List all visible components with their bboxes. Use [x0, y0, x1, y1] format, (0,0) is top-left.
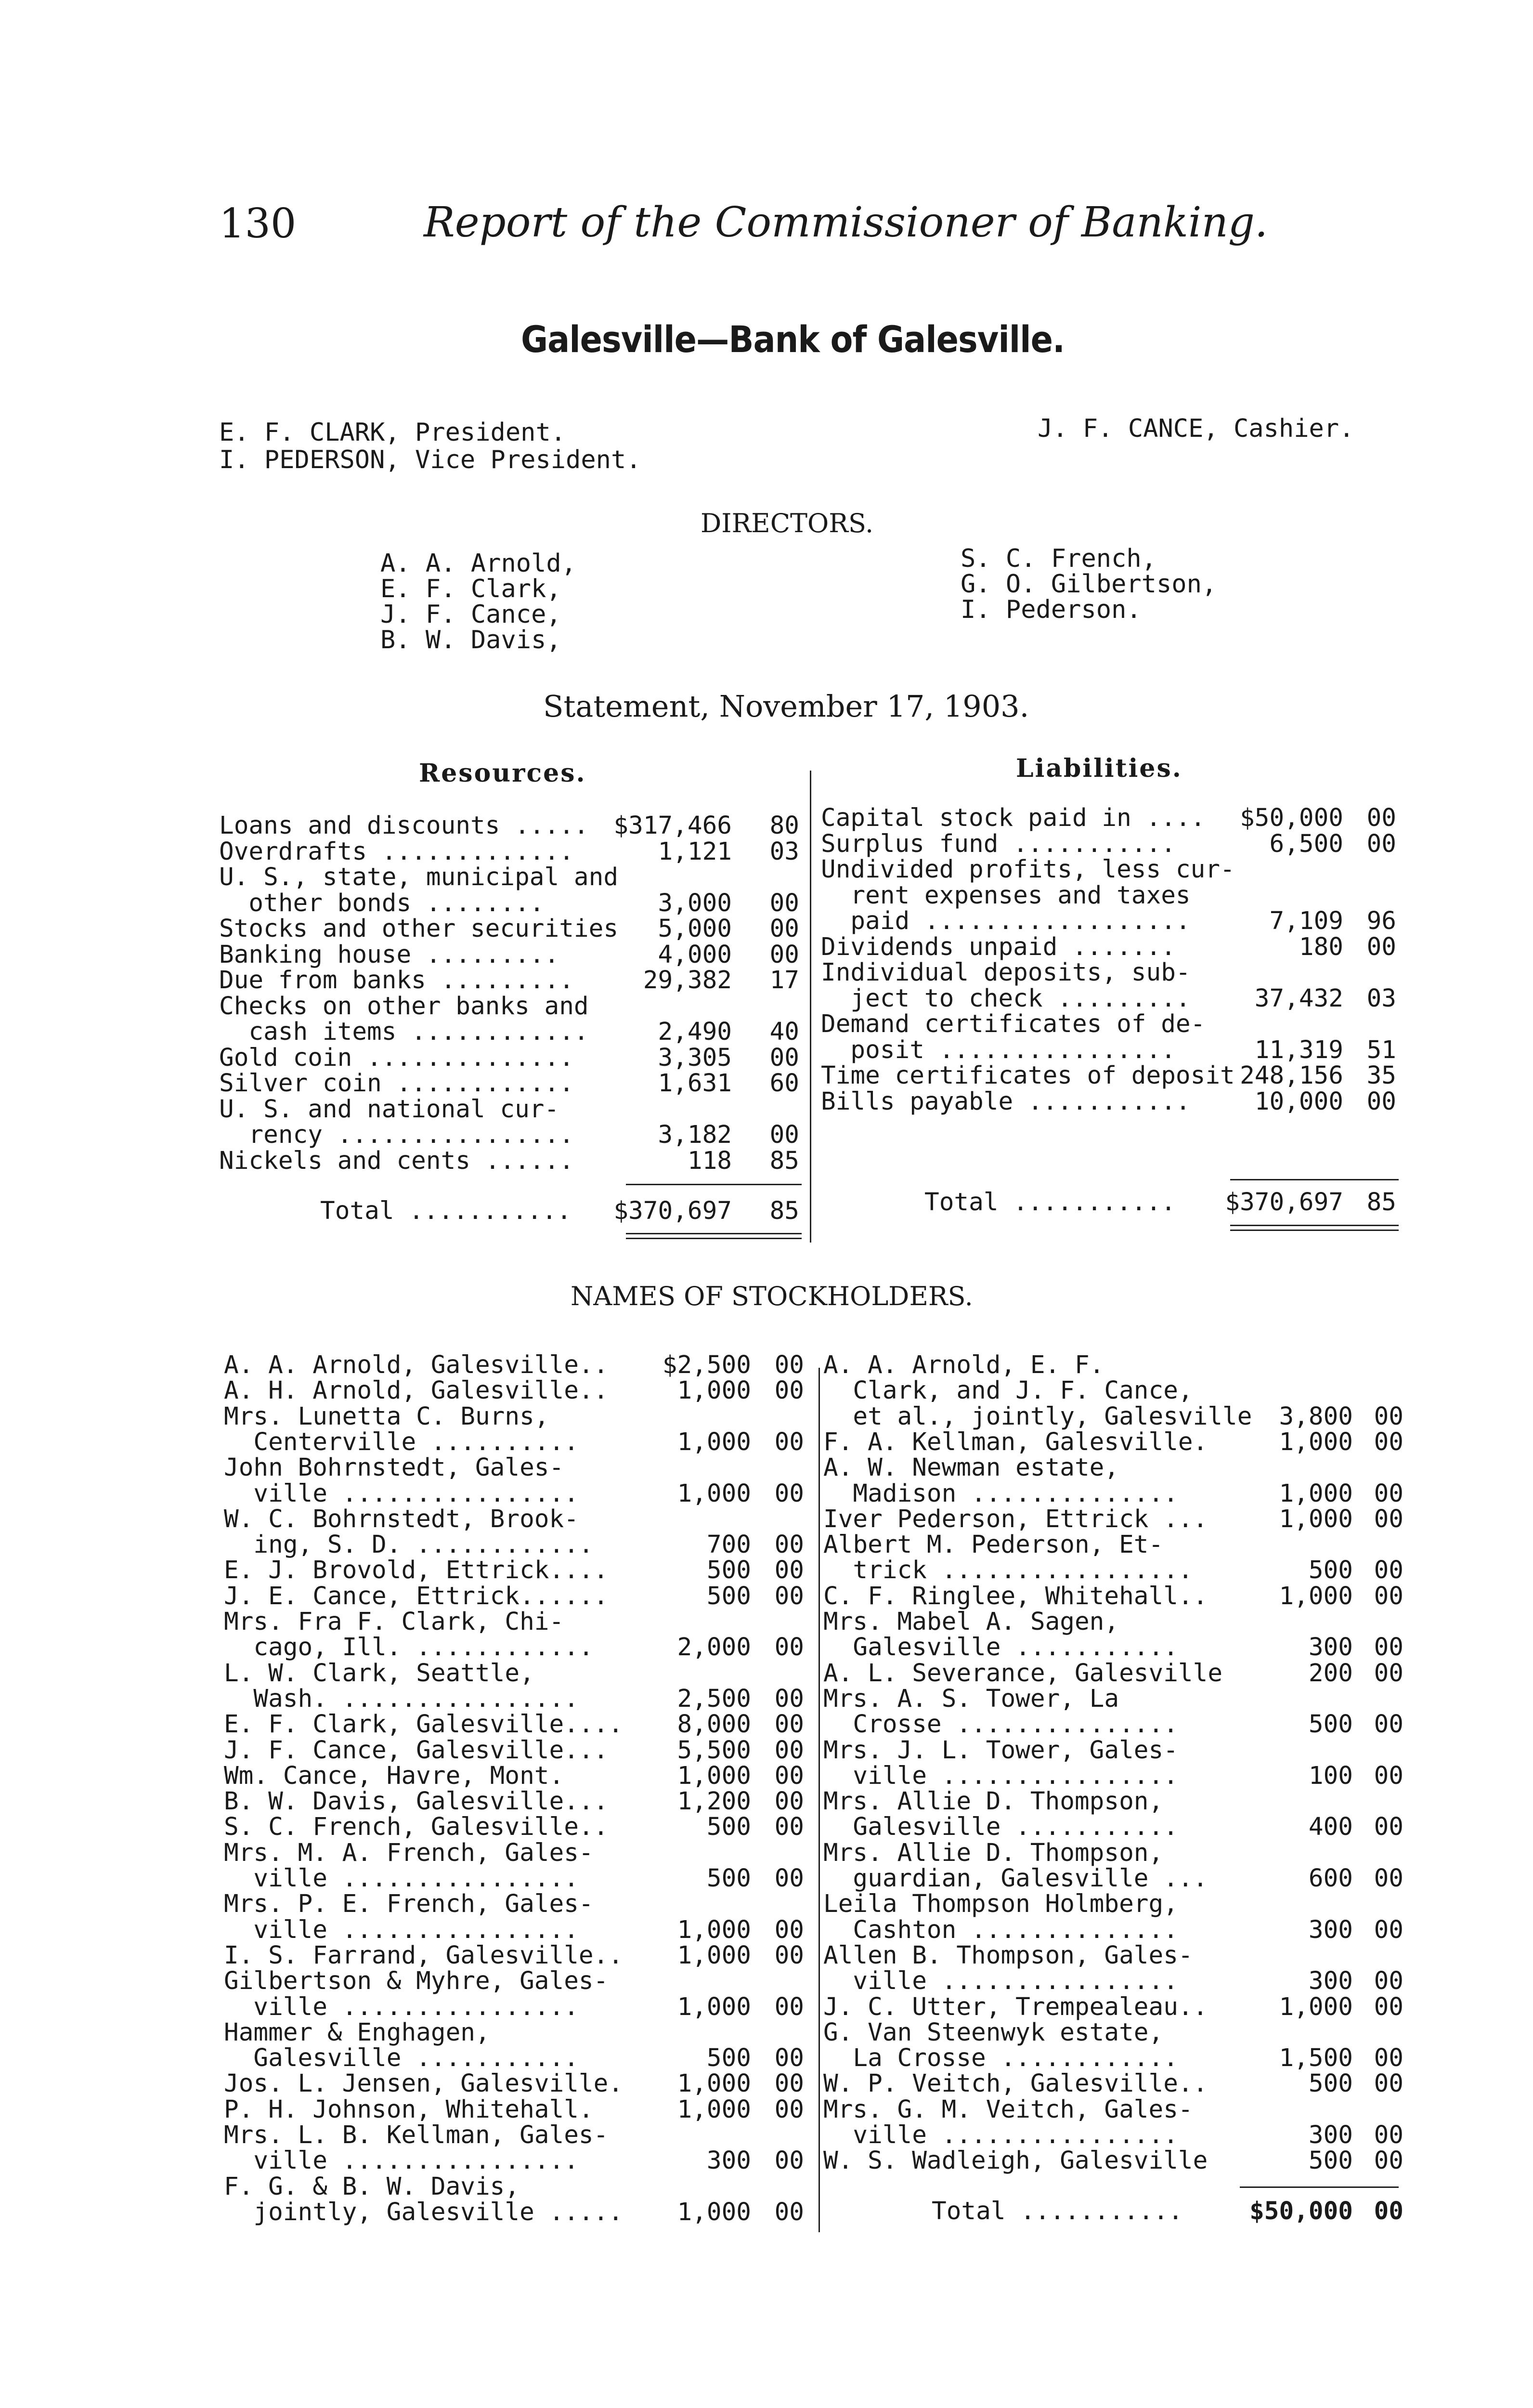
stockholder-row-label: C. F. Ringlee, Whitehall..	[823, 1582, 1208, 1610]
resource-row-dollars: 3,305	[658, 1043, 732, 1072]
stockholder-row-label: F. G. & B. W. Davis,	[224, 2172, 520, 2201]
stockholder-row-dollars: 500	[706, 1582, 751, 1610]
stockholder-row-dollars: 1,000	[1279, 1427, 1353, 1456]
stockholder-row-label: ville ................	[224, 2146, 579, 2175]
stockholder-row-cents: 00	[774, 2198, 804, 2226]
stockholder-row-cents: 00	[774, 1684, 804, 1713]
stockholder-row-cents: 00	[774, 1915, 804, 1944]
director-name: A. A. Arnold,	[380, 549, 576, 578]
stockholder-row-label: Crosse ...............	[823, 1710, 1178, 1739]
stockholder-row-cents: 00	[774, 1531, 804, 1559]
stockholder-row-label: E. J. Brovold, Ettrick....	[224, 1556, 609, 1585]
liability-row-cents: 03	[1366, 984, 1396, 1013]
stockholder-row-dollars: 1,000	[1279, 1505, 1353, 1533]
column-divider	[810, 771, 811, 1243]
stockholder-row-dollars: 500	[706, 2044, 751, 2073]
stockholder-row-cents: 00	[774, 1376, 804, 1405]
stockholder-row-label: Albert M. Pederson, Et-	[823, 1531, 1164, 1559]
stockholder-row-label: Gilbertson & Myhre, Gales-	[224, 1967, 609, 1996]
resource-row-cents: 85	[769, 1146, 799, 1175]
resource-row-label: Stocks and other securities	[219, 915, 619, 943]
resource-row-cents: 17	[769, 966, 799, 995]
resource-row-cents: 00	[769, 889, 799, 917]
stockholder-row-label: trick .................	[823, 1556, 1193, 1585]
stockholder-row-cents: 00	[774, 1556, 804, 1585]
liability-row-cents: 00	[1366, 932, 1396, 961]
total-double-rule	[626, 1233, 802, 1234]
stockholder-row-dollars: 1,200	[677, 1787, 751, 1816]
liabilities-total-label: Total ...........	[924, 1188, 1176, 1217]
stockholder-row-label: Hammer & Enghagen,	[224, 2018, 490, 2047]
stockholder-row-label: E. F. Clark, Galesville....	[224, 1710, 624, 1739]
stockholder-row-dollars: 1,000	[677, 2095, 751, 2124]
liability-row-label: Individual deposits, sub-	[821, 958, 1191, 987]
stockholder-row-dollars: 300	[1308, 1633, 1353, 1662]
stockholder-row-dollars: 1,000	[1279, 1992, 1353, 2021]
liability-row-label: rent expenses and taxes	[821, 881, 1191, 910]
stockholder-row-dollars: 1,000	[677, 2198, 751, 2226]
liability-row-label: paid ..................	[821, 907, 1191, 935]
stockholder-row-label: Mrs. Allie D. Thompson,	[823, 1787, 1164, 1816]
stockholder-row-dollars: 300	[706, 2146, 751, 2175]
stockholder-row-label: ville ................	[823, 1761, 1178, 1790]
stockholder-row-cents: 00	[1374, 1659, 1403, 1688]
stockholder-row-cents: 00	[1374, 1582, 1403, 1610]
resource-row-dollars: 1,121	[658, 837, 732, 866]
bank-title: Galesville—Bank of Galesville.	[521, 318, 1065, 361]
stockholder-row-dollars: 1,000	[677, 1915, 751, 1944]
stockholder-row-label: S. C. French, Galesville..	[224, 1813, 609, 1842]
stockholder-row-label: Mrs. Allie D. Thompson,	[823, 1838, 1164, 1867]
resource-row-cents: 00	[769, 940, 799, 969]
director-name: E. F. Clark,	[380, 575, 561, 603]
resource-row-dollars: 29,382	[643, 966, 732, 995]
stockholder-row-cents: 00	[1374, 1633, 1403, 1662]
liability-row-label: Dividends unpaid .......	[821, 932, 1176, 961]
liability-row-cents: 00	[1366, 829, 1396, 858]
stockholder-row-dollars: 2,500	[677, 1684, 751, 1713]
stockholder-row-dollars: 500	[706, 1864, 751, 1893]
stockholder-row-label: ing, S. D. ............	[224, 1531, 594, 1559]
stockholder-row-label: I. S. Farrand, Galesville..	[224, 1941, 624, 1970]
stockholder-row-label: ville ................	[823, 2121, 1178, 2149]
stockholder-row-label: Galesville ...........	[823, 1633, 1178, 1662]
resource-row-dollars: 3,000	[658, 889, 732, 917]
total-double-rule	[1230, 1230, 1399, 1231]
liability-row-dollars: $50,000	[1240, 804, 1343, 832]
stockholder-row-cents: 00	[774, 1582, 804, 1610]
stockholder-row-label: Mrs. Mabel A. Sagen,	[823, 1608, 1119, 1636]
stockholder-row-cents: 00	[1374, 1813, 1403, 1842]
resource-row-label: Due from banks .........	[219, 966, 574, 995]
stockholder-row-dollars: 1,000	[677, 1992, 751, 2021]
stockholder-row-label: Cashton ..............	[823, 1915, 1178, 1944]
stockholder-row-label: Wash. ................	[224, 1684, 579, 1713]
stockholder-row-label: G. Van Steenwyk estate,	[823, 2018, 1164, 2047]
resource-row-dollars: 1,631	[658, 1069, 732, 1098]
stockholder-row-cents: 00	[774, 1941, 804, 1970]
directors-heading: DIRECTORS.	[701, 508, 874, 538]
stockholder-row-label: ville ................	[224, 1992, 579, 2021]
stockholder-row-label: A. L. Severance, Galesville	[823, 1659, 1223, 1688]
liability-row-cents: 96	[1366, 907, 1396, 935]
stockholder-row-dollars: 1,000	[677, 2069, 751, 2098]
resource-row-label: U. S., state, municipal and	[219, 863, 619, 891]
stockholder-row-dollars: 200	[1308, 1659, 1353, 1688]
resource-row-cents: 80	[769, 811, 799, 840]
liability-row-label: Demand certificates of de-	[821, 1010, 1206, 1038]
stockholder-row-cents: 00	[1374, 1967, 1403, 1996]
resources-total-cents: 85	[769, 1197, 799, 1225]
stockholder-row-label: F. A. Kellman, Galesville.	[823, 1427, 1208, 1456]
liability-row-label: Bills payable ...........	[821, 1087, 1191, 1116]
stockholder-row-label: L. W. Clark, Seattle,	[224, 1659, 534, 1688]
resources-total-label: Total ...........	[320, 1197, 572, 1225]
stockholder-row-dollars: 700	[706, 1531, 751, 1559]
stockholder-row-cents: 00	[1374, 2146, 1403, 2175]
stockholder-row-cents: 00	[774, 1787, 804, 1816]
stockholder-row-cents: 00	[1374, 1479, 1403, 1508]
stockholder-row-dollars: 300	[1308, 1967, 1353, 1996]
stockholder-row-dollars: 400	[1308, 1813, 1353, 1842]
stockholder-row-label: Jos. L. Jensen, Galesville.	[224, 2069, 624, 2098]
resource-row-dollars: 2,490	[658, 1018, 732, 1046]
liability-row-dollars: 7,109	[1269, 907, 1343, 935]
liability-row-cents: 51	[1366, 1035, 1396, 1064]
stockholder-row-dollars: 500	[1308, 2146, 1353, 2175]
stockholder-row-label: J. F. Cance, Galesville...	[224, 1736, 609, 1765]
report-title: Report of the Commissioner of Banking.	[424, 198, 1268, 247]
liability-row-label: Surplus fund ...........	[821, 829, 1176, 858]
resource-row-label: Checks on other banks and	[219, 992, 589, 1021]
stockholder-row-label: Galesville ...........	[224, 2044, 579, 2073]
liability-row-dollars: 11,319	[1254, 1035, 1343, 1064]
stockholder-row-label: Mrs. Lunetta C. Burns,	[224, 1402, 549, 1431]
stockholder-row-label: Clark, and J. F. Cance,	[823, 1376, 1193, 1405]
resource-row-label: Overdrafts .............	[219, 837, 574, 866]
total-double-rule	[626, 1238, 802, 1239]
resource-row-dollars: 118	[687, 1146, 732, 1175]
stockholder-row-dollars: 1,000	[677, 1479, 751, 1508]
stockholder-row-label: W. C. Bohrnstedt, Brook-	[224, 1505, 579, 1533]
stockholder-row-cents: 00	[1374, 1505, 1403, 1533]
resource-row-label: rency ................	[219, 1121, 574, 1149]
stockholder-row-cents: 00	[774, 1633, 804, 1662]
stockholder-row-cents: 00	[774, 1351, 804, 1379]
stockholder-row-label: jointly, Galesville .....	[224, 2198, 624, 2226]
total-rule	[1240, 2186, 1399, 2188]
liability-row-label: posit ................	[821, 1035, 1176, 1064]
resource-row-label: Loans and discounts .....	[219, 811, 589, 840]
stockholder-row-dollars: 1,500	[1279, 2044, 1353, 2073]
liability-row-label: Undivided profits, less cur-	[821, 855, 1235, 884]
stockholder-row-cents: 00	[774, 1813, 804, 1842]
stockholder-row-label: Galesville ...........	[823, 1813, 1178, 1842]
stockholder-row-label: Mrs. P. E. French, Gales-	[224, 1890, 594, 1919]
resources-total-dollars: $370,697	[613, 1197, 732, 1225]
liability-row-label: Capital stock paid in ....	[821, 804, 1206, 832]
director-name: B. W. Davis,	[380, 626, 561, 654]
liability-row-cents: 00	[1366, 804, 1396, 832]
resource-row-cents: 00	[769, 915, 799, 943]
stockholder-row-label: La Crosse ............	[823, 2044, 1178, 2073]
stockholder-row-label: J. C. Utter, Trempealeau..	[823, 1992, 1208, 2021]
stockholder-row-dollars: 500	[706, 1813, 751, 1842]
resource-row-cents: 40	[769, 1018, 799, 1046]
stockholder-row-dollars: 100	[1308, 1761, 1353, 1790]
total-rule	[626, 1184, 802, 1185]
liability-row-cents: 00	[1366, 1087, 1396, 1116]
page-number: 130	[219, 200, 297, 247]
stockholder-row-label: Mrs. J. L. Tower, Gales-	[823, 1736, 1178, 1765]
stockholder-row-label: Mrs. M. A. French, Gales-	[224, 1838, 594, 1867]
stockholder-row-cents: 00	[1374, 1992, 1403, 2021]
stockholder-row-cents: 00	[1374, 1915, 1403, 1944]
resource-row-cents: 60	[769, 1069, 799, 1098]
stockholder-row-cents: 00	[1374, 1761, 1403, 1790]
stockholder-row-label: A. A. Arnold, Galesville..	[224, 1351, 609, 1379]
stockholder-row-dollars: 2,000	[677, 1633, 751, 1662]
liability-row-dollars: 10,000	[1254, 1087, 1343, 1116]
stockholder-row-label: Leila Thompson Holmberg,	[823, 1890, 1178, 1919]
stockholder-row-label: ville ................	[224, 1479, 579, 1508]
column-divider	[818, 1368, 820, 2232]
stockholder-row-label: Mrs. G. M. Veitch, Gales-	[823, 2095, 1193, 2124]
stockholder-row-cents: 00	[774, 2095, 804, 2124]
stockholder-row-label: B. W. Davis, Galesville...	[224, 1787, 609, 1816]
stockholder-row-label: Iver Pederson, Ettrick ...	[823, 1505, 1208, 1533]
stockholder-row-cents: 00	[1374, 1710, 1403, 1739]
vice-president: I. PEDERSON, Vice President.	[219, 445, 641, 474]
stockholder-row-cents: 00	[774, 1479, 804, 1508]
stockholder-row-dollars: 500	[1308, 2069, 1353, 2098]
stockholder-row-dollars: 300	[1308, 1915, 1353, 1944]
stockholder-row-dollars: 1,000	[1279, 1479, 1353, 1508]
total-double-rule	[1230, 1225, 1399, 1226]
stockholder-row-cents: 00	[774, 2044, 804, 2073]
stockholder-row-dollars: 600	[1308, 1864, 1353, 1893]
stockholder-row-dollars: 1,000	[677, 1427, 751, 1456]
liability-row-cents: 35	[1366, 1061, 1396, 1090]
stockholder-row-dollars: 1,000	[677, 1941, 751, 1970]
liability-row-dollars: 180	[1299, 932, 1343, 961]
stockholder-row-label: Madison ..............	[823, 1479, 1178, 1508]
president: E. F. CLARK, President.	[219, 418, 566, 447]
stockholder-row-dollars: 5,500	[677, 1736, 751, 1765]
stockholder-row-cents: 00	[774, 2069, 804, 2098]
director-name: G. O. Gilbertson,	[961, 570, 1217, 599]
stockholder-row-label: Mrs. L. B. Kellman, Gales-	[224, 2121, 609, 2149]
stockholder-row-label: ville ................	[823, 1967, 1178, 1996]
stockholder-row-cents: 00	[1374, 1556, 1403, 1585]
liability-row-dollars: 248,156	[1240, 1061, 1343, 1090]
resource-row-label: U. S. and national cur-	[219, 1095, 559, 1124]
stockholder-row-cents: 00	[774, 1864, 804, 1893]
stockholder-row-label: A. H. Arnold, Galesville..	[224, 1376, 609, 1405]
stockholder-row-label: P. H. Johnson, Whitehall.	[224, 2095, 594, 2124]
director-name: I. Pederson.	[961, 595, 1142, 624]
stockholder-row-label: ville ................	[224, 1864, 579, 1893]
stockholder-row-cents: 00	[1374, 1864, 1403, 1893]
stockholder-row-dollars: $2,500	[662, 1351, 751, 1379]
liability-row-dollars: 6,500	[1269, 829, 1343, 858]
stockholder-row-label: A. W. Newman estate,	[823, 1453, 1119, 1482]
stockholders-heading: NAMES OF STOCKHOLDERS.	[571, 1281, 973, 1311]
stockholder-row-label: W. P. Veitch, Galesville..	[823, 2069, 1208, 2098]
stockholder-row-label: et al., jointly, Galesville	[823, 1402, 1252, 1431]
stockholder-row-cents: 00	[774, 1761, 804, 1790]
resource-row-dollars: 4,000	[658, 940, 732, 969]
stockholder-row-label: guardian, Galesville ...	[823, 1864, 1208, 1893]
stockholders-total-label: Total ...........	[932, 2197, 1183, 2225]
stockholder-row-dollars: 1,000	[1279, 1582, 1353, 1610]
stockholder-row-cents: 00	[1374, 2069, 1403, 2098]
resource-row-label: cash items ............	[219, 1018, 589, 1046]
liability-row-label: Time certificates of deposit	[821, 1061, 1235, 1090]
liabilities-total-dollars: $370,697	[1225, 1188, 1343, 1217]
resource-row-dollars: 5,000	[658, 915, 732, 943]
stockholder-row-dollars: 300	[1308, 2121, 1353, 2149]
stockholder-row-label: John Bohrnstedt, Gales-	[224, 1453, 564, 1482]
stockholder-row-cents: 00	[774, 1992, 804, 2021]
director-name: S. C. French,	[961, 544, 1156, 573]
stockholder-row-cents: 00	[774, 1710, 804, 1739]
resource-row-label: Banking house .........	[219, 940, 559, 969]
stockholder-row-label: Mrs. A. S. Tower, La	[823, 1684, 1119, 1713]
stockholder-row-dollars: 500	[1308, 1556, 1353, 1585]
stockholder-row-cents: 00	[774, 1427, 804, 1456]
resource-row-dollars: 3,182	[658, 1121, 732, 1149]
stockholder-row-dollars: 500	[706, 1556, 751, 1585]
stockholders-total-dollars: $50,000	[1249, 2197, 1353, 2225]
liability-row-dollars: 37,432	[1254, 984, 1343, 1013]
stockholder-row-label: Mrs. Fra F. Clark, Chi-	[224, 1608, 564, 1636]
stockholder-row-label: W. S. Wadleigh, Galesville	[823, 2146, 1208, 2175]
total-rule	[1230, 1179, 1399, 1180]
resource-row-dollars: $317,466	[613, 811, 732, 840]
stockholder-row-dollars: 1,000	[677, 1761, 751, 1790]
stockholder-row-label: ville ................	[224, 1915, 579, 1944]
resource-row-label: Gold coin ..............	[219, 1043, 574, 1072]
resource-row-cents: 00	[769, 1121, 799, 1149]
liabilities-heading: Liabilities.	[1016, 754, 1182, 783]
resource-row-cents: 03	[769, 837, 799, 866]
stockholder-row-label: cago, Ill. ............	[224, 1633, 594, 1662]
stockholder-row-cents: 00	[774, 2146, 804, 2175]
resource-row-cents: 00	[769, 1043, 799, 1072]
liability-row-label: ject to check .........	[821, 984, 1191, 1013]
stockholder-row-label: Wm. Cance, Havre, Mont.	[224, 1761, 564, 1790]
stockholder-row-label: A. A. Arnold, E. F.	[823, 1351, 1104, 1379]
stockholder-row-cents: 00	[1374, 1402, 1403, 1431]
stockholders-total-cents: 00	[1374, 2197, 1403, 2225]
liabilities-total-cents: 85	[1366, 1188, 1396, 1217]
stockholder-row-cents: 00	[1374, 2044, 1403, 2073]
resource-row-label: Silver coin ............	[219, 1069, 574, 1098]
resources-heading: Resources.	[419, 759, 586, 788]
stockholder-row-dollars: 500	[1308, 1710, 1353, 1739]
statement-title: Statement, November 17, 1903.	[543, 689, 1029, 724]
cashier: J. F. CANCE, Cashier.	[1038, 414, 1354, 443]
stockholder-row-label: Allen B. Thompson, Gales-	[823, 1941, 1193, 1970]
stockholder-row-label: Centerville ..........	[224, 1427, 579, 1456]
director-name: J. F. Cance,	[380, 600, 561, 629]
stockholder-row-cents: 00	[1374, 2121, 1403, 2149]
stockholder-row-label: J. E. Cance, Ettrick......	[224, 1582, 609, 1610]
stockholder-row-dollars: 3,800	[1279, 1402, 1353, 1431]
stockholder-row-cents: 00	[1374, 1427, 1403, 1456]
stockholder-row-dollars: 1,000	[677, 1376, 751, 1405]
resource-row-label: Nickels and cents ......	[219, 1146, 574, 1175]
resource-row-label: other bonds ........	[219, 889, 545, 917]
stockholder-row-cents: 00	[774, 1736, 804, 1765]
stockholder-row-dollars: 8,000	[677, 1710, 751, 1739]
